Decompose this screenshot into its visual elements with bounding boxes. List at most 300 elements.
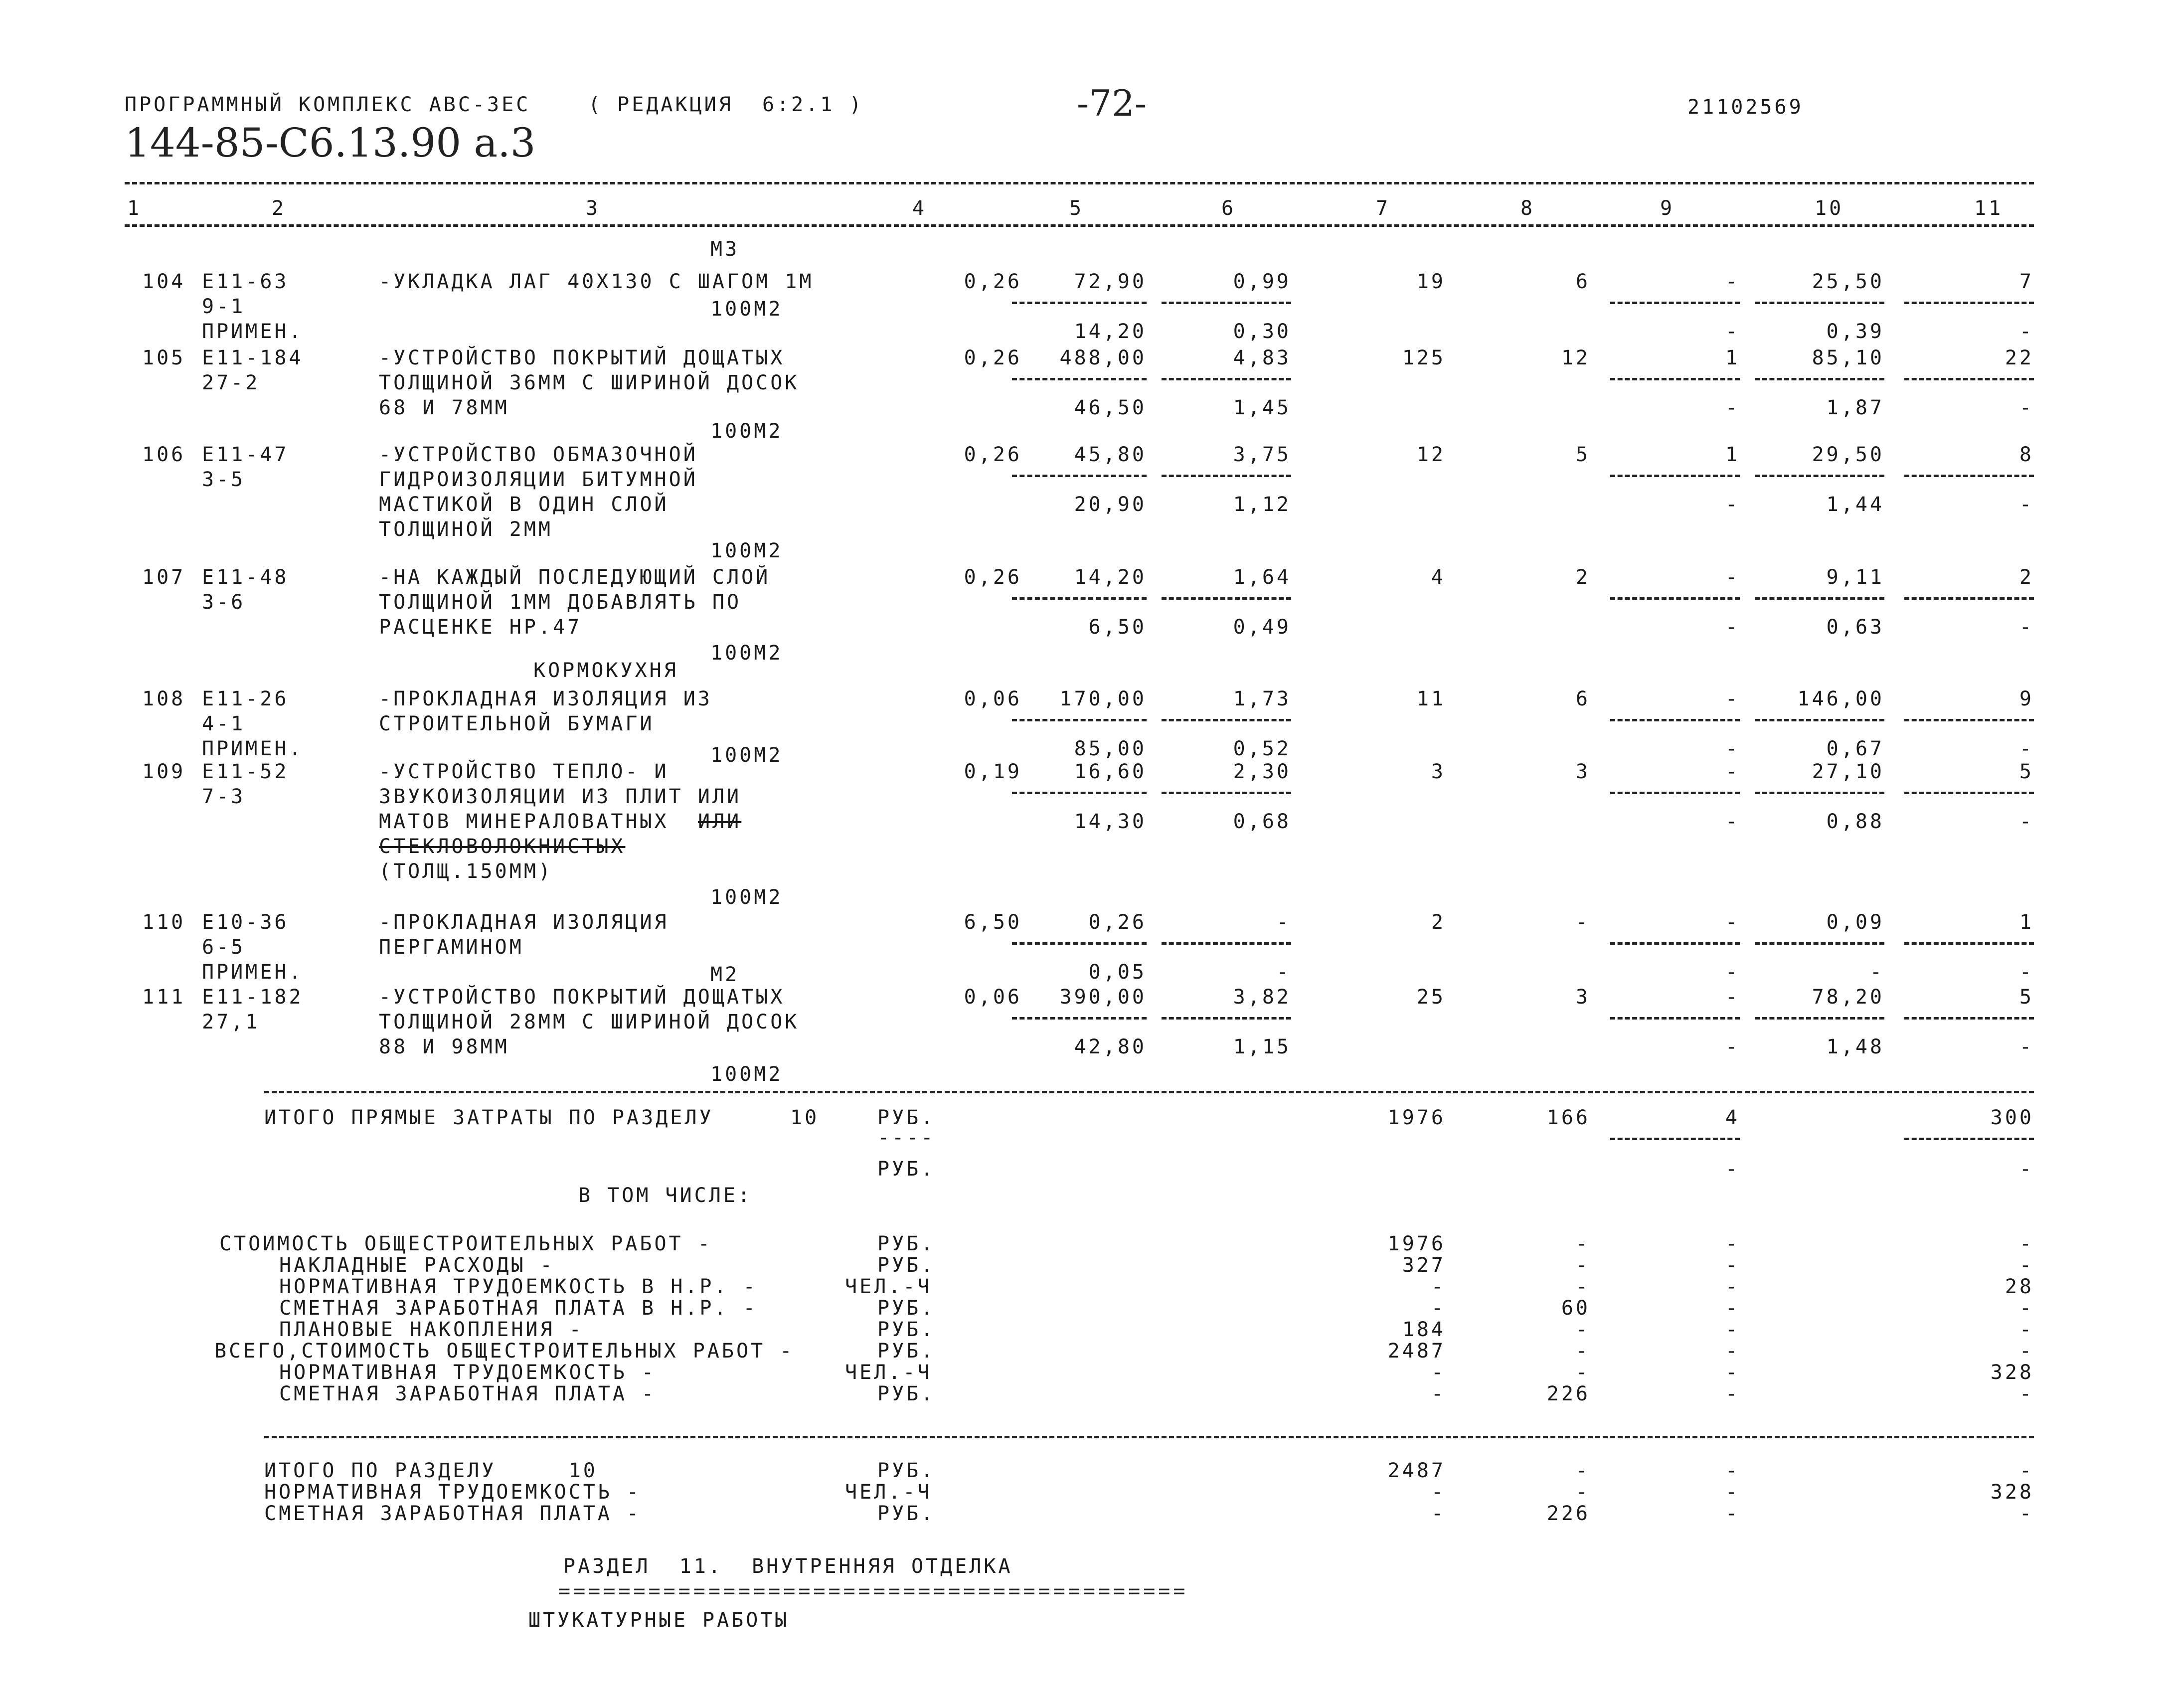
cell-col-10-sub: 0,67 [1826,737,1884,760]
doc-code: 21102569 [1687,96,1804,119]
cell-col-4: 0,26 [964,566,1022,589]
column-header-10: 10 [1815,197,1844,220]
breakdown-c8: - [1575,1232,1590,1255]
work-description: -ПРОКЛАДНАЯ ИЗОЛЯЦИЯ [379,911,669,934]
cell-col-11: 5 [2019,986,2034,1009]
cell-rule [1012,792,1147,794]
row-number: 104 [142,270,186,293]
unit-label: 100М2 [710,1063,783,1086]
direct-costs-sub-c11: - [2019,1158,2034,1181]
row-number: 106 [142,443,186,466]
cell-col-8: 2 [1575,566,1590,589]
row-number: 105 [142,346,186,369]
cell-col-10: 29,50 [1812,443,1884,466]
row-number: 109 [142,760,186,783]
cell-col-4: 0,26 [964,270,1022,293]
cell-col-5-sub: 46,50 [1074,396,1147,419]
cell-rule [1904,475,2034,477]
cell-col-5-sub: 14,30 [1074,810,1147,833]
column-header-6: 6 [1221,197,1236,220]
work-description: -ПРОКЛАДНАЯ ИЗОЛЯЦИЯ ИЗ [379,687,712,710]
cell-col-11-sub: - [2019,396,2034,419]
cell-col-5-sub: 42,80 [1074,1035,1147,1058]
cell-col-9: - [1725,566,1740,589]
cell-col-9-sub: - [1725,396,1740,419]
work-description: ПЕРГАМИНОМ [379,936,524,959]
breakdown-unit: РУБ. [877,1459,936,1482]
cell-col-6-sub: - [1276,961,1291,984]
cell-col-4: 0,06 [964,687,1022,710]
unit-label: 100М2 [710,744,783,767]
cell-col-5: 16,60 [1074,760,1147,783]
work-description: -НА КАЖДЫЙ ПОСЛЕДУЮЩИЙ СЛОЙ [379,566,771,589]
cell-col-8: - [1575,911,1590,934]
cell-col-6: 0,99 [1233,270,1291,293]
column-header-8: 8 [1520,197,1535,220]
cell-col-11-sub: - [2019,616,2034,639]
rate-code: 27,1 [202,1011,260,1033]
cell-col-4: 0,06 [964,986,1022,1009]
cell-rule [1012,378,1147,380]
cell-rule [1755,597,1884,600]
cell-col-9: 1 [1725,443,1740,466]
rate-code: 7-3 [202,785,246,808]
breakdown-c8: - [1575,1275,1590,1298]
breakdown-unit: РУБ. [877,1502,936,1525]
unit-label: 100М2 [710,298,783,321]
cell-col-9: - [1725,760,1740,783]
work-description: 88 И 98ММ [379,1035,509,1058]
cell-col-8: 12 [1561,346,1590,369]
subsection-title: ШТУКАТУРНЫЕ РАБОТЫ [528,1609,790,1632]
column-header-9: 9 [1660,197,1675,220]
direct-costs-c11: 300 [1990,1106,2034,1129]
rate-code: 3-6 [202,591,246,614]
cell-rule [1162,1017,1291,1020]
breakdown-c9: - [1725,1232,1740,1255]
section-11-underline: ========================================== [558,1580,1188,1603]
breakdown-c8: - [1575,1481,1590,1504]
cell-col-10-sub: 1,87 [1826,396,1884,419]
cell-col-8: 5 [1575,443,1590,466]
cell-col-10: 9,11 [1826,566,1884,589]
work-description: МАТОВ МИНЕРАЛОВАТНЫХ [379,810,669,833]
section-11-title: РАЗДЕЛ 11. ВНУТРЕННЯЯ ОТДЕЛКА [563,1555,1013,1578]
cell-col-5: 45,80 [1074,443,1147,466]
cell-rule [1904,378,2034,380]
rate-code: Е11-48 [202,566,289,589]
cell-col-6-sub: 0,68 [1233,810,1291,833]
cell-col-10: 25,50 [1812,270,1884,293]
direct-costs-c9: 4 [1725,1106,1740,1129]
breakdown-label: ПЛАНОВЫЕ НАКОПЛЕНИЯ - [279,1318,584,1341]
cell-col-6: 4,83 [1233,346,1291,369]
cell-col-5: 72,90 [1074,270,1147,293]
cell-col-9-sub: - [1725,737,1740,760]
row-number: 108 [142,687,186,710]
breakdown-c9: - [1725,1275,1740,1298]
cell-col-8: 6 [1575,270,1590,293]
cell-col-11-sub: - [2019,810,2034,833]
cell-col-5: 14,20 [1074,566,1147,589]
breakdown-c7: 2487 [1387,1340,1446,1363]
cell-col-6-sub: 1,12 [1233,493,1291,516]
rate-code: Е10-36 [202,911,289,934]
cell-col-11-sub: - [2019,493,2034,516]
work-description: СТРОИТЕЛЬНОЙ БУМАГИ [379,712,655,735]
cell-col-6-sub: 1,15 [1233,1035,1291,1058]
cell-col-11: 7 [2019,270,2034,293]
cell-col-6: 3,82 [1233,986,1291,1009]
cell-col-6: 1,73 [1233,687,1291,710]
work-description: -УКЛАДКА ЛАГ 40Х130 С ШАГОМ 1М [379,270,814,293]
breakdown-c7: 327 [1402,1254,1446,1277]
unit-label: 100М2 [710,420,783,443]
rate-code: 6-5 [202,936,246,959]
cell-rule [1610,792,1740,794]
cell-col-11: 2 [2019,566,2034,589]
breakdown-c8: 226 [1546,1502,1590,1525]
breakdown-unit: ЧЕЛ.-Ч [845,1275,932,1298]
work-description: -УСТРОЙСТВО ОБМАЗОЧНОЙ [379,443,698,466]
breakdown-c8: - [1575,1254,1590,1277]
work-description: ТОЛЩИНОЙ 36ММ С ШИРИНОЙ ДОСОК [379,371,800,394]
breakdown-c9: - [1725,1481,1740,1504]
cell-col-6-sub: 1,45 [1233,396,1291,419]
cell-col-9-sub: - [1725,810,1740,833]
cell-col-4: 0,26 [964,443,1022,466]
including-label: В ТОМ ЧИСЛЕ: [578,1184,752,1207]
breakdown-c11: - [2019,1232,2034,1255]
rate-code: Е11-182 [202,986,304,1009]
column-header-7: 7 [1376,197,1391,220]
cell-col-7: 12 [1416,443,1446,466]
breakdown-label: СМЕТНАЯ ЗАРАБОТНАЯ ПЛАТА - [279,1382,657,1405]
cell-col-9-sub: - [1725,961,1740,984]
cell-col-9-sub: - [1725,616,1740,639]
cell-rule [1755,302,1884,304]
cell-rule [1755,942,1884,945]
rate-code: 4-1 [202,712,246,735]
cell-col-9: - [1725,687,1740,710]
breakdown-unit: ЧЕЛ.-Ч [845,1361,932,1384]
cell-rule [1755,475,1884,477]
cell-col-11: 8 [2019,443,2034,466]
rate-code: ПРИМЕН. [202,320,304,343]
cell-col-10-sub: - [1869,961,1884,984]
cell-rule [1162,942,1291,945]
unit-label: 100М2 [710,886,783,909]
rate-code: Е11-63 [202,270,289,293]
breakdown-c8: 226 [1546,1382,1590,1405]
rate-code: Е11-47 [202,443,289,466]
cell-col-11: 22 [2005,346,2034,369]
cell-col-8: 3 [1575,760,1590,783]
row-number: 107 [142,566,186,589]
cell-rule [1904,942,2034,945]
cell-col-6: - [1276,911,1291,934]
breakdown-c11: - [2019,1318,2034,1341]
work-description: -УСТРОЙСТВО ПОКРЫТИЙ ДОЩАТЫХ [379,986,785,1009]
work-description: РАСЦЕНКЕ НР.47 [379,616,582,639]
cell-rule [1904,302,2034,304]
cell-rule [1755,378,1884,380]
cell-rule [1162,597,1291,600]
breakdown-c11: 328 [1990,1481,2034,1504]
cell-col-11-sub: - [2019,961,2034,984]
cell-col-7: 25 [1416,986,1446,1009]
cell-col-11: 9 [2019,687,2034,710]
cell-col-10-sub: 0,88 [1826,810,1884,833]
column-header-1: 1 [127,197,142,220]
cell-rule [1610,597,1740,600]
cell-rule [1162,378,1291,380]
section-label-kormokuhnya: КОРМОКУХНЯ [533,659,678,682]
direct-costs-c8: 166 [1546,1106,1590,1129]
column-header-3: 3 [586,197,601,220]
cell-col-6-sub: 0,49 [1233,616,1291,639]
rate-code: 9-1 [202,295,246,318]
column-header-5: 5 [1069,197,1084,220]
cell-col-7: 3 [1431,760,1446,783]
breakdown-unit: ЧЕЛ.-Ч [845,1481,932,1504]
cell-col-10: 85,10 [1812,346,1884,369]
cell-rule [1904,597,2034,600]
cell-col-6: 2,30 [1233,760,1291,783]
cell-col-9: - [1725,270,1740,293]
cell-col-4: 0,19 [964,760,1022,783]
rate-code: ПРИМЕН. [202,737,304,760]
cell-col-11-sub: - [2019,737,2034,760]
cell-col-6-sub: 0,30 [1233,320,1291,343]
unit-label: 100М2 [710,642,783,665]
breakdown-c7: 2487 [1387,1459,1446,1482]
breakdown-label: ИТОГО ПО РАЗДЕЛУ 10 [264,1459,598,1482]
cell-rule [1012,719,1147,721]
direct-costs-section: 10 [790,1106,820,1129]
direct-costs-unit-sub: РУБ. [877,1158,936,1181]
cell-col-7: 125 [1402,346,1446,369]
cell-col-7: 4 [1431,566,1446,589]
cell-col-5-sub: 0,05 [1088,961,1147,984]
breakdown-c11: - [2019,1254,2034,1277]
cell-col-9: 1 [1725,346,1740,369]
direct-costs-label: ИТОГО ПРЯМЫЕ ЗАТРАТЫ ПО РАЗДЕЛУ [264,1106,714,1129]
breakdown-c9: - [1725,1382,1740,1405]
cell-rule [1610,475,1740,477]
cell-rule [1610,1017,1740,1020]
breakdown-c11: 28 [2005,1275,2034,1298]
breakdown-c11: 328 [1990,1361,2034,1384]
breakdown-c8: 60 [1561,1297,1590,1320]
breakdown-c7: 184 [1402,1318,1446,1341]
cell-col-11-sub: - [2019,1035,2034,1058]
unit-label: М3 [710,238,740,261]
cell-rule [1904,719,2034,721]
cell-rule [1755,719,1884,721]
cell-col-9-sub: - [1725,320,1740,343]
breakdown-label: НОРМАТИВНАЯ ТРУДОЕМКОСТЬ - [279,1361,657,1384]
direct-costs-unit-dash: ---- [877,1126,936,1149]
cell-rule [1012,597,1147,600]
breakdown-label: СМЕТНАЯ ЗАРАБОТНАЯ ПЛАТА - [264,1502,642,1525]
breakdown-c11: - [2019,1340,2034,1363]
cell-rule [1904,1017,2034,1020]
breakdown-c8: - [1575,1340,1590,1363]
page-number: -72- [1077,82,1147,124]
work-description: -УСТРОЙСТВО ПОКРЫТИЙ ДОЩАТЫХ [379,346,785,369]
column-header-2: 2 [272,197,287,220]
edition-label: ( РЕДАКЦИЯ 6:2.1 ) [588,93,864,116]
cell-rule [1012,475,1147,477]
direct-costs-c11-rule [1904,1138,2034,1140]
work-description: 68 И 78ММ [379,396,509,419]
breakdown-unit: РУБ. [877,1382,936,1405]
work-description: ТОЛЩИНОЙ 28ММ С ШИРИНОЙ ДОСОК [379,1011,800,1033]
row-number: 110 [142,911,186,934]
work-description: МАСТИКОЙ В ОДИН СЛОЙ [379,493,669,516]
breakdown-c8: - [1575,1318,1590,1341]
cell-rule [1012,942,1147,945]
breakdown-label: СМЕТНАЯ ЗАРАБОТНАЯ ПЛАТА В Н.Р. - [279,1297,758,1320]
cell-col-9-sub: - [1725,493,1740,516]
cell-col-5: 390,00 [1059,986,1147,1009]
work-description: ЗВУКОИЗОЛЯЦИИ ИЗ ПЛИТ ИЛИ [379,785,742,808]
cell-col-9: - [1725,911,1740,934]
cell-col-5-sub: 85,00 [1074,737,1147,760]
cell-col-10: 0,09 [1826,911,1884,934]
cell-col-5: 170,00 [1059,687,1147,710]
breakdown-unit: РУБ. [877,1297,936,1320]
handwritten-reference: 144-85-C6.13.90 a.3 [125,120,536,166]
rate-code: Е11-184 [202,346,304,369]
rate-code: ПРИМЕН. [202,961,304,984]
cell-col-5: 0,26 [1088,911,1147,934]
breakdown-c11: - [2019,1502,2034,1525]
direct-costs-c7: 1976 [1387,1106,1446,1129]
breakdown-c7: - [1431,1275,1446,1298]
breakdown-unit: РУБ. [877,1340,936,1363]
work-description: ТОЛЩИНОЙ 2ММ [379,518,553,541]
cell-rule [1610,942,1740,945]
cell-col-10-sub: 1,44 [1826,493,1884,516]
breakdown-c8: - [1575,1361,1590,1384]
cell-col-10: 78,20 [1812,986,1884,1009]
cell-rule [1610,302,1740,304]
rule-before-section-total [264,1436,2034,1438]
direct-costs-unit: РУБ. [877,1106,936,1129]
breakdown-c11: - [2019,1459,2034,1482]
cell-rule [1162,719,1291,721]
cell-rule [1162,792,1291,794]
breakdown-c9: - [1725,1459,1740,1482]
breakdown-label: СТОИМОСТЬ ОБЩЕСТРОИТЕЛЬНЫХ РАБОТ - [219,1232,712,1255]
breakdown-c9: - [1725,1254,1740,1277]
rate-code: 27-2 [202,371,260,394]
breakdown-unit: РУБ. [877,1318,936,1341]
breakdown-c9: - [1725,1340,1740,1363]
breakdown-unit: РУБ. [877,1254,936,1277]
cell-col-10-sub: 0,39 [1826,320,1884,343]
breakdown-label: ВСЕГО,СТОИМОСТЬ ОБЩЕСТРОИТЕЛЬНЫХ РАБОТ - [214,1340,795,1363]
column-header-4: 4 [912,197,927,220]
cell-rule [1162,475,1291,477]
cell-col-11: 1 [2019,911,2034,934]
rule-top [125,182,2034,184]
cell-col-7: 11 [1416,687,1446,710]
cell-col-9-sub: - [1725,1035,1740,1058]
breakdown-c7: - [1431,1481,1446,1504]
cell-col-6: 3,75 [1233,443,1291,466]
cell-col-5-sub: 20,90 [1074,493,1147,516]
cell-rule [1012,1017,1147,1020]
cell-col-8: 3 [1575,986,1590,1009]
unit-label: М2 [710,963,740,986]
rate-code: Е11-52 [202,760,289,783]
breakdown-label: НОРМАТИВНАЯ ТРУДОЕМКОСТЬ В Н.Р. - [279,1275,758,1298]
cell-col-5-sub: 6,50 [1088,616,1147,639]
breakdown-c11: - [2019,1382,2034,1405]
breakdown-c9: - [1725,1502,1740,1525]
breakdown-c7: - [1431,1297,1446,1320]
cell-rule [1012,302,1147,304]
work-description: ТОЛЩИНОЙ 1ММ ДОБАВЛЯТЬ ПО [379,591,742,614]
work-description: ГИДРОИЗОЛЯЦИИ БИТУМНОЙ [379,468,698,491]
work-description: (ТОЛЩ.150ММ) [379,860,553,883]
cell-col-10-sub: 1,48 [1826,1035,1884,1058]
cell-col-5: 488,00 [1059,346,1147,369]
cell-rule [1904,792,2034,794]
cell-rule [1755,792,1884,794]
program-title: ПРОГРАММНЫЙ КОМПЛЕКС АВС-3ЕС [125,93,531,116]
cell-col-8: 6 [1575,687,1590,710]
rule-header-bottom [125,224,2034,227]
work-description: -УСТРОЙСТВО ТЕПЛО- И [379,760,669,783]
breakdown-c7: - [1431,1361,1446,1384]
unit-label: 100М2 [710,539,783,562]
cell-col-7: 2 [1431,911,1446,934]
cell-col-9: - [1725,986,1740,1009]
breakdown-c8: - [1575,1459,1590,1482]
cell-col-6-sub: 0,52 [1233,737,1291,760]
cell-col-10: 146,00 [1797,687,1884,710]
rule-before-totals [264,1091,2034,1093]
struck-word: ИЛИ [698,810,742,833]
breakdown-c7: 1976 [1387,1232,1446,1255]
cell-col-10-sub: 0,63 [1826,616,1884,639]
row-number: 111 [142,986,186,1009]
breakdown-c11: - [2019,1297,2034,1320]
cell-col-5-sub: 14,20 [1074,320,1147,343]
breakdown-c7: - [1431,1382,1446,1405]
breakdown-c9: - [1725,1361,1740,1384]
cell-rule [1755,1017,1884,1020]
cell-col-4: 6,50 [964,911,1022,934]
direct-costs-c9-rule [1610,1138,1740,1140]
breakdown-unit: РУБ. [877,1232,936,1255]
column-header-11: 11 [1974,197,2004,220]
breakdown-label: НОРМАТИВНАЯ ТРУДОЕМКОСТЬ - [264,1481,642,1504]
cell-col-7: 19 [1416,270,1446,293]
cell-col-10: 27,10 [1812,760,1884,783]
cell-rule [1162,302,1291,304]
cell-col-4: 0,26 [964,346,1022,369]
cell-col-11: 5 [2019,760,2034,783]
direct-costs-sub-c9: - [1725,1158,1740,1181]
work-description: СТЕКЛОВОЛОКНИСТЫХ [379,835,626,858]
rate-code: Е11-26 [202,687,289,710]
cell-rule [1610,719,1740,721]
